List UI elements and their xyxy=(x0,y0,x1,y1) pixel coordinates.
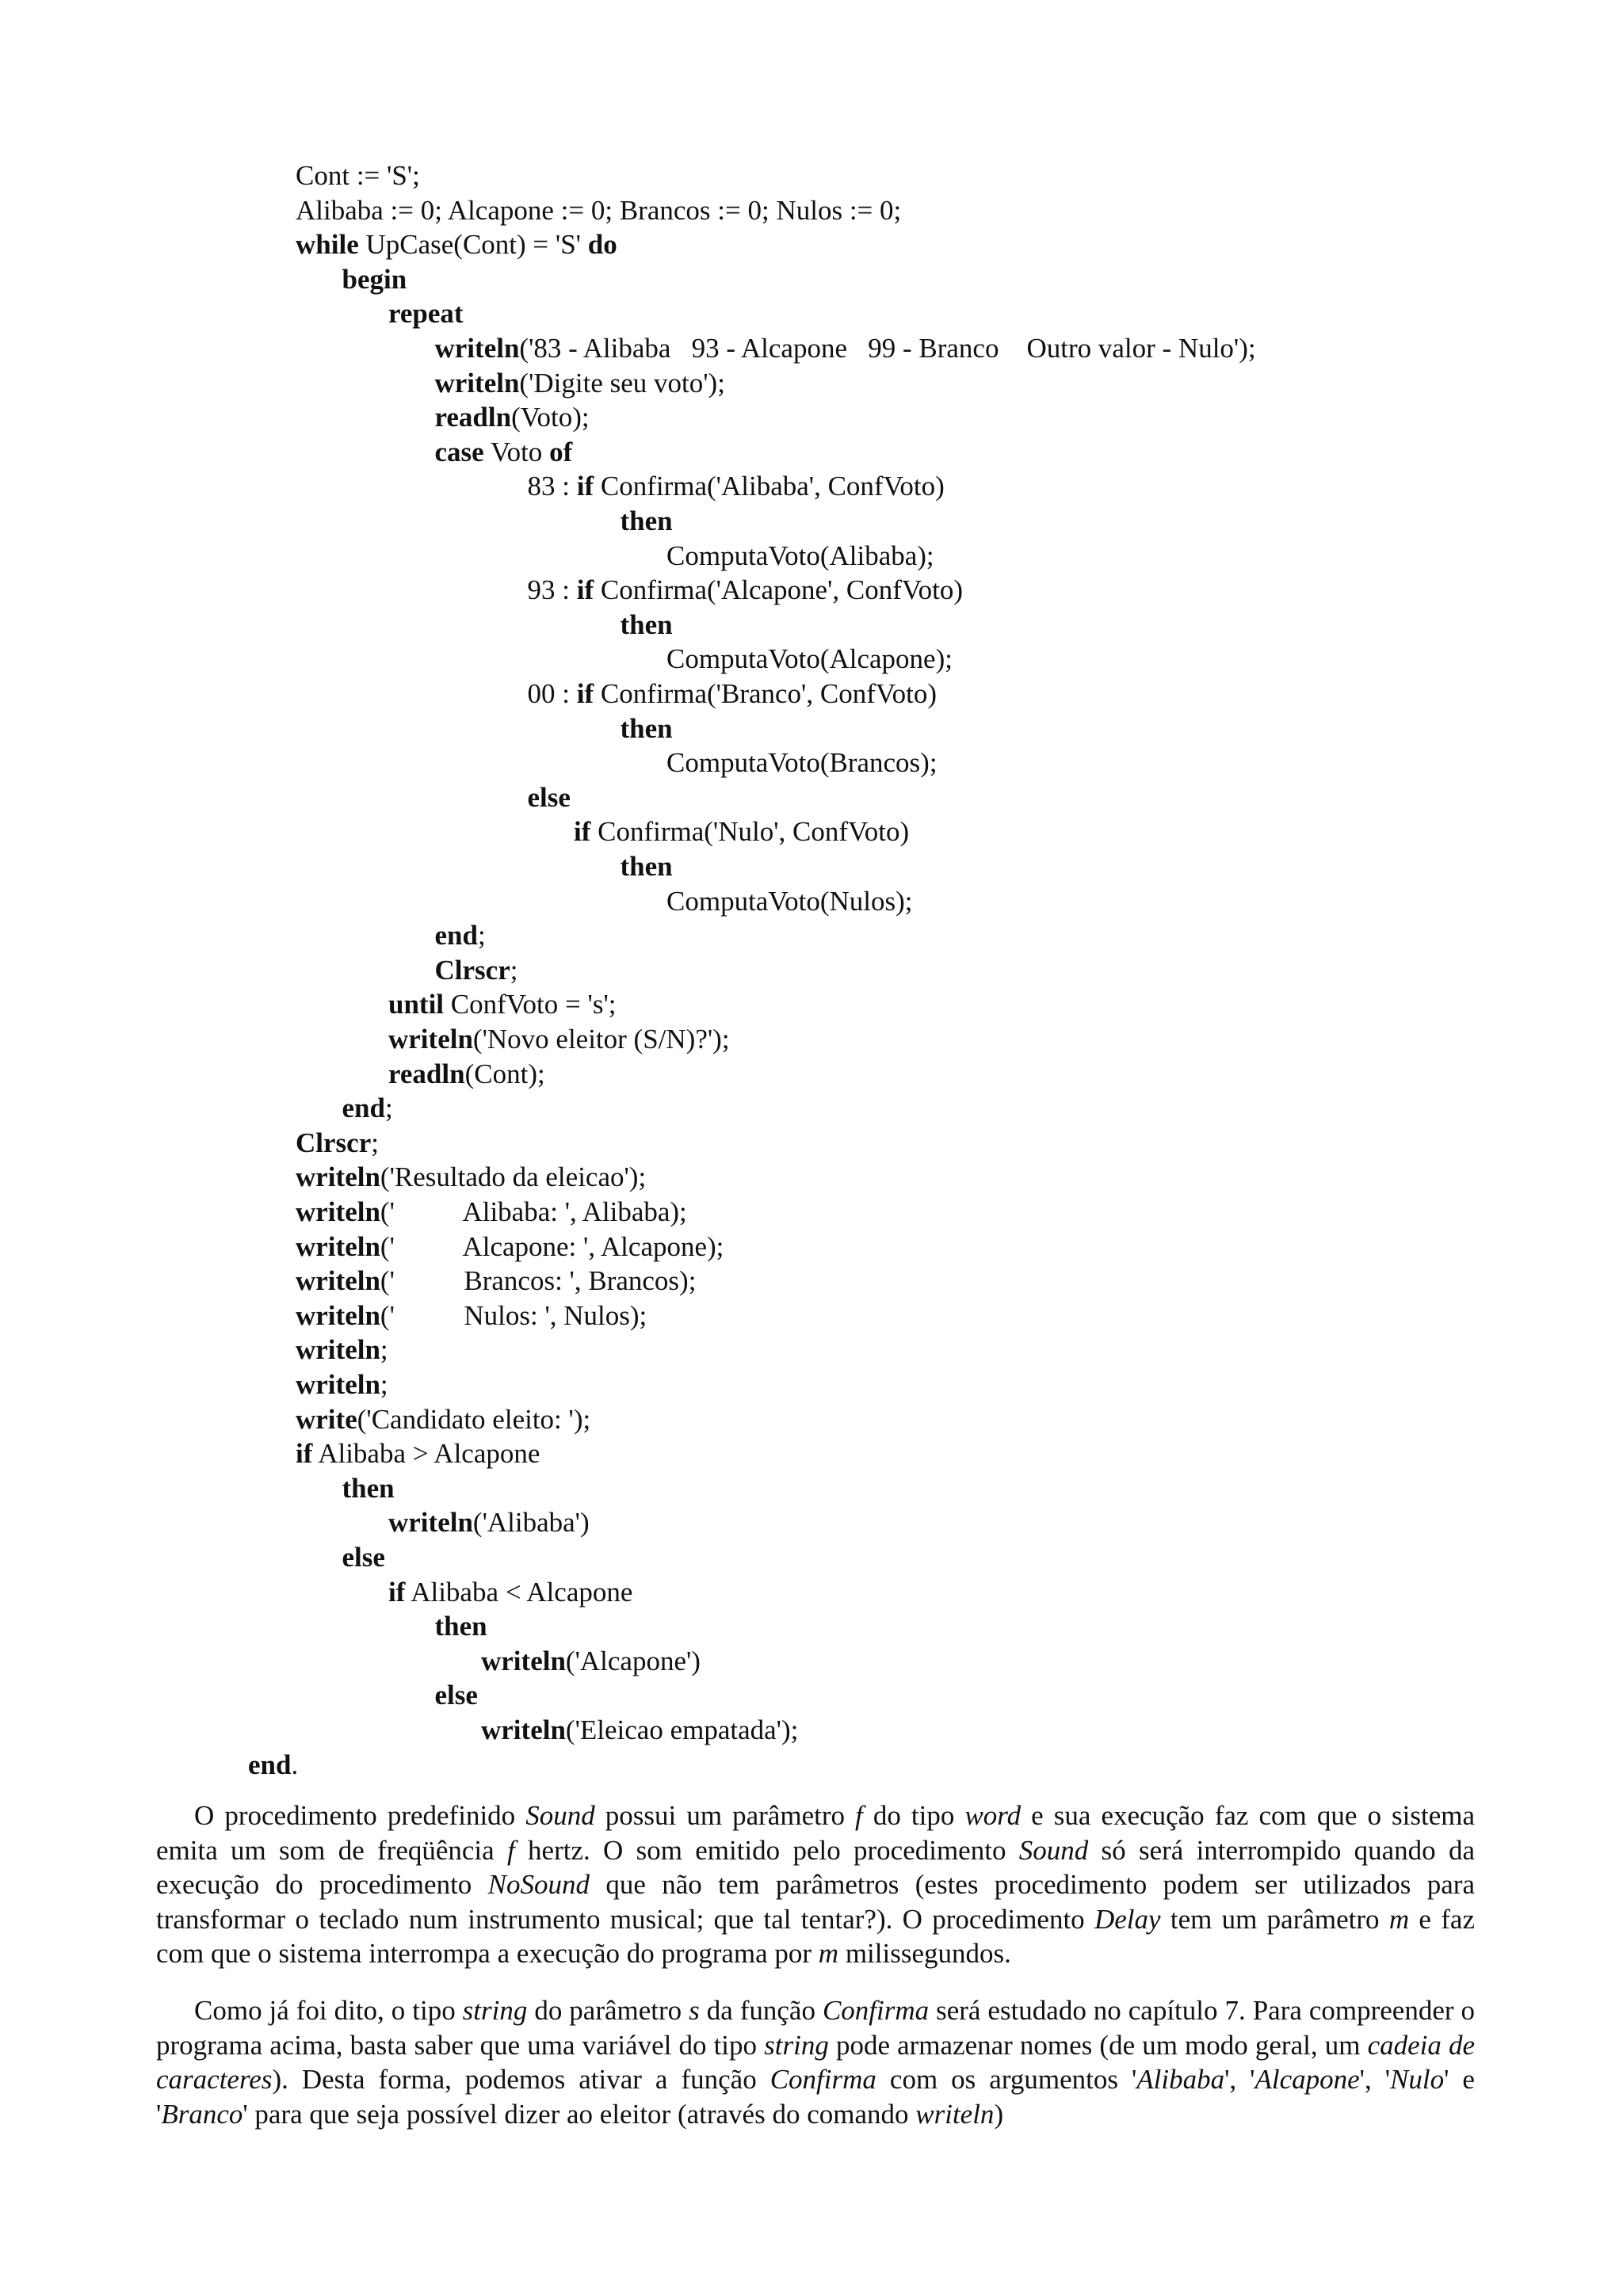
code-line xyxy=(435,953,518,988)
code-line xyxy=(621,504,673,539)
code-text: ('Digite seu voto'); xyxy=(519,367,725,399)
code-text: 93 : xyxy=(527,574,577,606)
code-text: Confirma('Nulo', ConfVoto) xyxy=(590,816,910,848)
code-line xyxy=(388,1505,590,1540)
emphasized-term: writeln xyxy=(915,2098,995,2130)
code-text: ; xyxy=(380,1369,388,1400)
code-text: (' Brancos: ', Brancos); xyxy=(380,1265,697,1297)
code-line xyxy=(296,1160,646,1195)
code-line xyxy=(528,677,938,711)
paragraph-text: só será interrompido quando da execução do procedimento xyxy=(156,1834,1475,1900)
paragraph-text: ' para que seja possível dizer ao eleitor (através do comando xyxy=(242,2098,916,2130)
code-text: ComputaVoto(Alcapone); xyxy=(666,643,953,675)
code-text: ConfVoto = 's'; xyxy=(444,989,617,1020)
code-text: 00 : xyxy=(527,678,577,709)
code-line xyxy=(296,1367,388,1402)
code-keyword: if xyxy=(388,1576,406,1608)
code-keyword: writeln xyxy=(296,1265,380,1297)
code-text: ('Eleicao empatada'); xyxy=(565,1714,799,1745)
code-line xyxy=(296,1264,696,1299)
paragraph-text: ', ' xyxy=(1359,2064,1391,2095)
paragraph-sound-procedure xyxy=(156,1798,1475,1971)
code-text: Alibaba := 0; Alcapone := 0; Brancos := 0; Nulos := 0; xyxy=(296,194,902,226)
code-text: ('Alibaba') xyxy=(472,1507,590,1539)
code-line xyxy=(435,400,590,435)
code-line xyxy=(388,296,464,331)
code-keyword: then xyxy=(434,1611,487,1642)
code-keyword: end xyxy=(248,1749,292,1780)
emphasized-term: Confirma xyxy=(769,2064,876,2095)
emphasized-term: Sound xyxy=(1018,1834,1089,1866)
code-keyword: Clrscr xyxy=(296,1127,372,1158)
code-line xyxy=(342,1091,393,1126)
code-keyword: begin xyxy=(342,263,407,295)
emphasized-term: m xyxy=(818,1938,839,1969)
code-text: ; xyxy=(477,920,486,952)
code-line xyxy=(666,746,938,780)
code-text: (' Nulos: ', Nulos); xyxy=(380,1299,647,1331)
code-keyword: writeln xyxy=(296,1230,380,1262)
code-keyword: do xyxy=(587,229,617,261)
code-text: ('83 - Alibaba 93 - Alcapone 99 - Branco Outro valor - Nulo'); xyxy=(519,333,1256,364)
code-line xyxy=(296,1230,724,1264)
code-keyword: Clrscr xyxy=(434,954,510,986)
code-text: Voto xyxy=(483,436,550,467)
code-text: ComputaVoto(Nulos); xyxy=(666,885,913,917)
paragraph-text: ', ' xyxy=(1224,2064,1255,2095)
code-keyword: until xyxy=(388,989,445,1020)
code-line xyxy=(666,539,934,574)
code-keyword: end xyxy=(342,1093,385,1124)
code-line xyxy=(621,608,673,643)
code-keyword: case xyxy=(434,436,484,467)
code-line xyxy=(296,193,901,228)
code-keyword: writeln xyxy=(481,1714,566,1745)
paragraph-text: milissegundos. xyxy=(838,1938,1011,1969)
code-text: ('Resultado da eleicao'); xyxy=(380,1161,647,1193)
paragraph-text: hertz. O som emitido pelo procedimento xyxy=(514,1834,1019,1866)
code-text: Cont := 'S'; xyxy=(296,160,420,191)
code-line xyxy=(481,1644,701,1679)
emphasized-term: NoSound xyxy=(487,1869,590,1900)
code-line xyxy=(435,435,573,470)
code-line xyxy=(296,1333,388,1367)
emphasized-term: Branco xyxy=(161,2098,243,2130)
code-line xyxy=(296,227,617,262)
emphasized-term: Delay xyxy=(1094,1903,1161,1935)
code-keyword: writeln xyxy=(481,1645,566,1676)
code-line xyxy=(666,642,953,677)
code-line xyxy=(388,987,616,1022)
emphasized-term: word xyxy=(964,1800,1022,1831)
code-keyword: if xyxy=(576,471,594,502)
code-line xyxy=(435,1678,478,1713)
code-text: ('Novo eleitor (S/N)?'); xyxy=(472,1024,730,1055)
code-text: Confirma('Alcapone', ConfVoto) xyxy=(594,574,964,606)
code-keyword: repeat xyxy=(388,298,464,330)
code-text: ('Alcapone') xyxy=(565,1645,701,1676)
code-text: 83 : xyxy=(527,471,577,502)
code-line xyxy=(528,469,945,504)
code-line xyxy=(528,573,964,608)
code-text: Confirma('Alibaba', ConfVoto) xyxy=(594,471,945,502)
paragraph-text: do parâmetro xyxy=(527,1995,689,2026)
code-line xyxy=(388,1575,632,1610)
code-keyword: writeln xyxy=(388,1024,473,1055)
emphasized-term: string xyxy=(764,2029,829,2061)
code-line xyxy=(481,1713,798,1748)
paragraph-text: possui um parâmetro xyxy=(594,1800,856,1831)
code-line xyxy=(296,1436,540,1471)
paragraph-text: será estudado no capítulo 7. Para compreender o programa acima, basta saber que uma variável do tipo xyxy=(156,1995,1475,2061)
code-keyword: if xyxy=(576,678,594,709)
code-text: ; xyxy=(380,1334,388,1366)
code-line xyxy=(296,1126,379,1161)
code-line xyxy=(574,814,909,849)
paragraph-text: tem um parâmetro xyxy=(1160,1903,1389,1935)
paragraph-text: e sua execução faz com que o sistema emita um som de freqüência xyxy=(156,1800,1475,1866)
code-keyword: if xyxy=(574,816,591,848)
code-keyword: writeln xyxy=(296,1196,380,1227)
emphasized-term: Confirma xyxy=(822,1995,930,2026)
code-line xyxy=(435,918,486,953)
code-text: (' Alcapone: ', Alcapone); xyxy=(380,1230,724,1262)
code-line xyxy=(342,1540,385,1575)
code-line xyxy=(435,366,725,401)
code-line xyxy=(528,780,571,815)
code-line xyxy=(388,1057,545,1092)
code-line xyxy=(342,262,407,297)
code-keyword: writeln xyxy=(296,1299,380,1331)
emphasized-term: f xyxy=(855,1800,863,1831)
emphasized-term: f xyxy=(507,1834,515,1866)
code-text: UpCase(Cont) = 'S' xyxy=(358,229,588,261)
code-keyword: else xyxy=(342,1542,385,1573)
code-keyword: else xyxy=(527,781,571,813)
emphasized-term: m xyxy=(1388,1903,1410,1935)
code-line xyxy=(435,331,1256,366)
code-keyword: then xyxy=(620,608,673,640)
code-text: . xyxy=(291,1749,299,1780)
emphasized-term: Nulo xyxy=(1390,2064,1445,2095)
code-text: ComputaVoto(Alibaba); xyxy=(666,540,934,571)
code-text: ; xyxy=(371,1127,379,1158)
code-line xyxy=(296,158,420,193)
code-keyword: writeln xyxy=(296,1161,380,1193)
paragraph-text: da função xyxy=(699,1995,823,2026)
emphasized-term: Alcapone xyxy=(1254,2064,1360,2095)
code-line xyxy=(621,711,673,746)
code-text: Alibaba > Alcapone xyxy=(312,1438,540,1470)
code-keyword: then xyxy=(342,1472,395,1504)
code-text: ComputaVoto(Brancos); xyxy=(666,747,938,779)
paragraph-text: Como já foi dito, o tipo xyxy=(194,1995,463,2026)
emphasized-term: cadeia de caracteres xyxy=(156,2029,1476,2095)
code-keyword: write xyxy=(296,1403,357,1435)
paragraph-text: do tipo xyxy=(862,1800,965,1831)
code-text: ; xyxy=(510,954,518,986)
emphasized-term: string xyxy=(462,1995,528,2026)
code-line xyxy=(621,849,673,884)
code-keyword: if xyxy=(576,574,594,606)
code-line xyxy=(342,1471,395,1506)
code-keyword: writeln xyxy=(434,367,520,399)
code-keyword: writeln xyxy=(434,333,520,364)
code-text: Confirma('Branco', ConfVoto) xyxy=(594,678,937,709)
code-keyword: writeln xyxy=(296,1334,380,1366)
emphasized-term: s xyxy=(689,1995,700,2026)
code-text: ; xyxy=(384,1093,393,1124)
code-keyword: writeln xyxy=(296,1369,380,1400)
code-keyword: then xyxy=(620,712,673,744)
code-text: (Voto); xyxy=(511,402,590,433)
code-line xyxy=(296,1402,590,1437)
code-keyword: readln xyxy=(388,1058,465,1089)
code-keyword: then xyxy=(620,851,673,882)
paragraph-text: O procedimento predefinido xyxy=(194,1800,526,1831)
code-text: Alibaba < Alcapone xyxy=(405,1576,633,1608)
code-line xyxy=(296,1299,647,1333)
paragraph-text: com os argumentos ' xyxy=(876,2064,1137,2095)
code-keyword: readln xyxy=(434,402,512,433)
paragraph-text: pode armazenar nomes (de um modo geral, um xyxy=(828,2029,1368,2061)
code-keyword: writeln xyxy=(388,1507,473,1539)
code-keyword: if xyxy=(296,1438,313,1470)
paragraph-confirma-function xyxy=(156,1993,1475,2131)
code-keyword: of xyxy=(549,436,573,467)
code-line xyxy=(435,1609,487,1644)
code-text: (' Alibaba: ', Alibaba); xyxy=(380,1196,687,1227)
paragraph-text: que não tem parâmetros (estes procedimento podem ser utilizados para transformar o teclado num instrumento musical; que tal tentar?). O procedimento xyxy=(156,1869,1475,1935)
code-keyword: else xyxy=(434,1680,478,1711)
paragraph-text: e faz com que o sistema interrompa a execução do programa por xyxy=(156,1903,1475,1969)
code-line xyxy=(296,1195,687,1230)
emphasized-term: Sound xyxy=(525,1800,595,1831)
paragraph-text: ). Desta forma, podemos ativar a função xyxy=(272,2064,770,2095)
paragraph-text: ) xyxy=(994,2098,1004,2130)
code-keyword: while xyxy=(296,229,359,261)
code-line xyxy=(248,1748,298,1783)
code-text: (Cont); xyxy=(464,1058,545,1089)
code-text: ('Candidato eleito: '); xyxy=(357,1403,591,1435)
paragraph-text: ' e ' xyxy=(156,2064,1475,2130)
emphasized-term: Alibaba xyxy=(1136,2064,1225,2095)
code-line xyxy=(666,884,912,919)
code-keyword: end xyxy=(434,920,478,952)
code-keyword: then xyxy=(620,505,673,536)
code-line xyxy=(388,1022,730,1057)
